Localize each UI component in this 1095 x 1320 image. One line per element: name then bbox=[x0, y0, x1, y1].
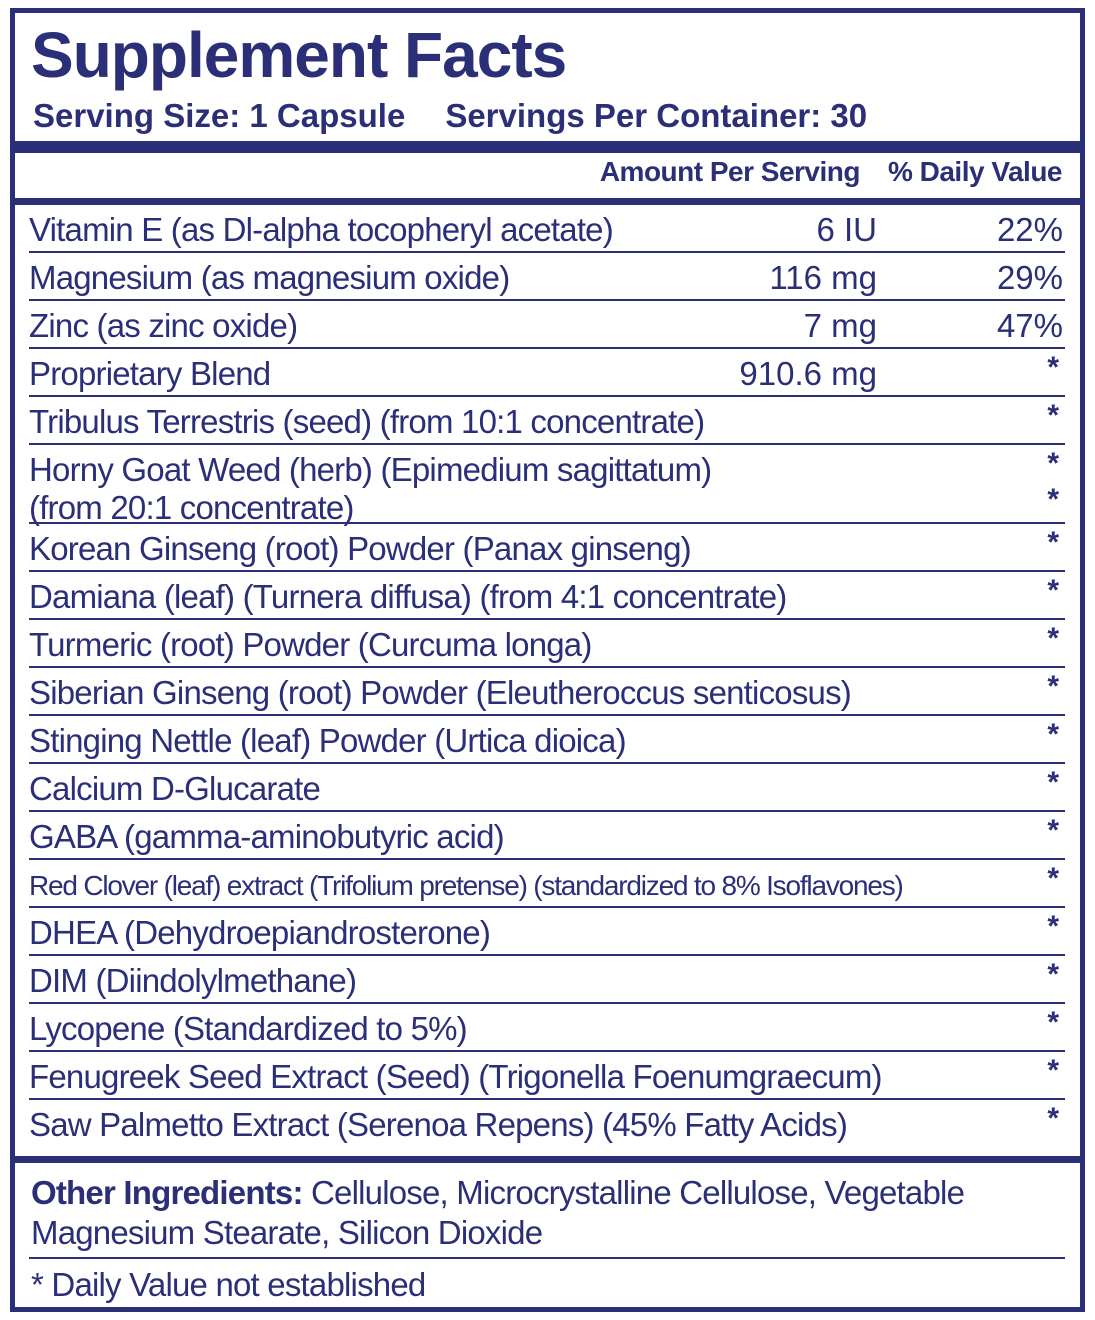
ingredient-name: Stinging Nettle (leaf) Powder (Urtica dioica) bbox=[29, 722, 626, 759]
ingredient-name: Calcium D-Glucarate bbox=[29, 770, 321, 807]
amount-column-header: Amount Per Serving bbox=[599, 156, 860, 187]
other-ingredients bbox=[31, 1173, 1071, 1252]
ingredient-name: Vitamin E (as Dl-alpha tocopheryl acetate) bbox=[29, 211, 613, 248]
ingredient-name: Tribulus Terrestris (seed) (from 10:1 concentrate) bbox=[29, 403, 705, 440]
ingredient-daily-value: * bbox=[1047, 814, 1059, 847]
ingredient-name: Korean Ginseng (root) Powder (Panax ginseng) bbox=[29, 530, 691, 567]
table-row bbox=[29, 908, 1065, 956]
table-row bbox=[29, 301, 1065, 349]
panel-title: Supplement Facts bbox=[31, 19, 567, 91]
ingredient-name: Lycopene (Standardized to 5%) bbox=[29, 1010, 467, 1047]
ingredient-daily-value: 47% bbox=[996, 307, 1063, 344]
ingredient-daily-value: * bbox=[1047, 399, 1059, 432]
table-row bbox=[29, 1052, 1065, 1100]
ingredient-daily-value: * bbox=[1047, 766, 1059, 799]
ingredient-daily-value: * bbox=[1047, 1006, 1059, 1039]
ingredient-daily-value: * bbox=[1047, 622, 1059, 655]
table-row bbox=[29, 572, 1065, 620]
ingredient-daily-value: 29% bbox=[996, 259, 1063, 296]
ingredient-name: Zinc (as zinc oxide) bbox=[29, 307, 298, 344]
table-row bbox=[29, 716, 1065, 764]
supplement-facts-panel bbox=[10, 8, 1085, 1312]
ingredient-daily-value: * bbox=[1047, 718, 1059, 751]
ingredient-name-line: Horny Goat Weed (herb) (Epimedium sagittatum) bbox=[29, 451, 712, 488]
table-row bbox=[29, 764, 1065, 812]
ingredient-amount: 116 mg bbox=[769, 259, 877, 296]
footnote: * Daily Value not established bbox=[31, 1266, 426, 1303]
ingredient-name: Proprietary Blend bbox=[29, 355, 271, 392]
ingredient-daily-value: * bbox=[1047, 958, 1059, 991]
ingredient-daily-value: 22% bbox=[996, 211, 1063, 248]
table-row bbox=[29, 445, 1065, 524]
divider-thick-bottom bbox=[15, 1156, 1080, 1163]
ingredient-daily-value: * bbox=[1047, 447, 1059, 480]
ingredient-amount: 6 IU bbox=[816, 211, 877, 248]
ingredient-name: Red Clover (leaf) extract (Trifolium pretense) (standardized to 8% Isoflavones) bbox=[29, 870, 903, 901]
ingredient-name: Magnesium (as magnesium oxide) bbox=[29, 259, 510, 296]
ingredient-name-line: (from 20:1 concentrate) bbox=[29, 488, 354, 526]
table-row bbox=[29, 620, 1065, 668]
ingredient-name: Turmeric (root) Powder (Curcuma longa) bbox=[29, 626, 592, 663]
table-row bbox=[29, 956, 1065, 1004]
table-row bbox=[29, 205, 1065, 253]
ingredient-daily-value: * bbox=[1047, 862, 1059, 895]
other-ingredients-text: Cellulose, Microcrystalline Cellulose, Vegetable Magnesium Stearate, Silicon Dioxide bbox=[31, 1174, 965, 1251]
ingredient-name: Saw Palmetto Extract (Serenoa Repens) (45% Fatty Acids) bbox=[29, 1106, 848, 1143]
ingredient-name: GABA (gamma-aminobutyric acid) bbox=[29, 818, 504, 855]
ingredient-table bbox=[29, 205, 1065, 1148]
divider-thick bbox=[15, 141, 1080, 153]
ingredient-daily-value: * bbox=[1047, 483, 1059, 516]
ingredient-name: Damiana (leaf) (Turnera diffusa) (from 4:1 concentrate) bbox=[29, 578, 787, 615]
serving-info bbox=[33, 99, 867, 132]
divider-footnote bbox=[29, 1257, 1065, 1259]
ingredient-name: DIM (Diindolylmethane) bbox=[29, 962, 357, 999]
table-row bbox=[29, 1004, 1065, 1052]
ingredient-name bbox=[29, 451, 711, 527]
table-row bbox=[29, 1100, 1065, 1148]
divider-header bbox=[15, 198, 1080, 205]
ingredient-daily-value: * bbox=[1047, 1102, 1059, 1135]
ingredient-amount: 7 mg bbox=[803, 307, 877, 344]
ingredient-daily-value: * bbox=[1047, 1054, 1059, 1087]
ingredient-name: Siberian Ginseng (root) Powder (Eleutheroccus senticosus) bbox=[29, 674, 851, 711]
ingredient-name: DHEA (Dehydroepiandrosterone) bbox=[29, 914, 491, 951]
table-row bbox=[29, 812, 1065, 860]
ingredient-daily-value: * bbox=[1047, 910, 1059, 943]
daily-value-column-header: % Daily Value bbox=[887, 156, 1062, 187]
servings-per-container: Servings Per Container: 30 bbox=[445, 97, 868, 134]
serving-size: Serving Size: 1 Capsule bbox=[33, 97, 406, 134]
table-row bbox=[29, 349, 1065, 397]
ingredient-daily-value: * bbox=[1047, 670, 1059, 703]
ingredient-name: Fenugreek Seed Extract (Seed) (Trigonella Foenumgraecum) bbox=[29, 1058, 882, 1095]
ingredient-daily-value: * bbox=[1047, 574, 1059, 607]
table-row bbox=[29, 860, 1065, 908]
other-ingredients-label: Other Ingredients: bbox=[31, 1174, 303, 1211]
ingredient-amount: 910.6 mg bbox=[739, 355, 877, 392]
table-row bbox=[29, 397, 1065, 445]
table-row bbox=[29, 668, 1065, 716]
table-row bbox=[29, 253, 1065, 301]
ingredient-daily-value: * bbox=[1047, 351, 1059, 384]
table-row bbox=[29, 524, 1065, 572]
ingredient-daily-value: * bbox=[1047, 526, 1059, 559]
